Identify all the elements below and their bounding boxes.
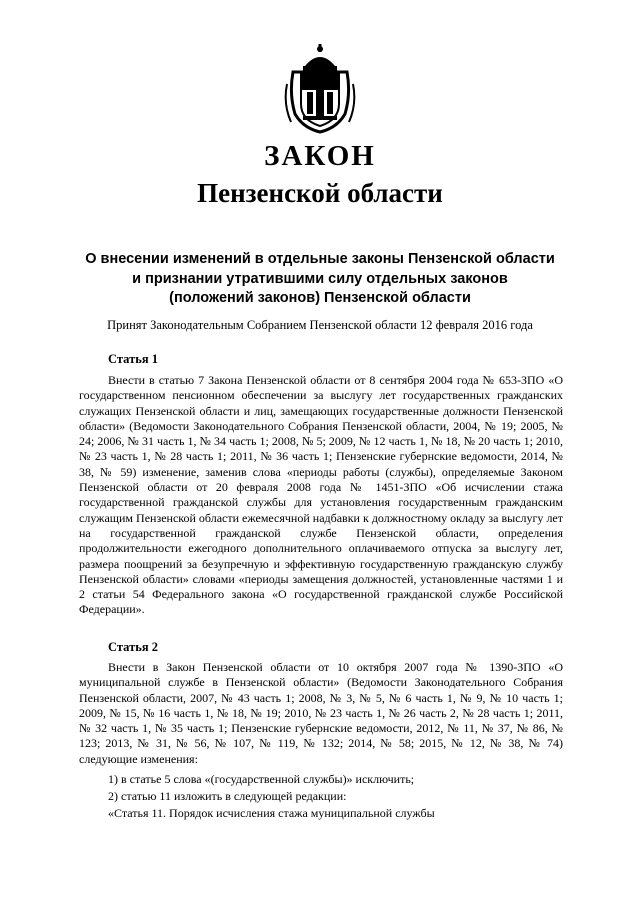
article-1-body: Внести в статью 7 Закона Пензенской области от 8 сентября 2004 года № 653-ЗПО «О государственном пенсионном обеспечении за выслугу лет государственных гражданских служащих Пензенской области и лиц, замещающих государственные должности Пензенской области» (Ведомости Законодательного Собрания Пензенской области, 2004, № 19; 2005, № 24; 2006, № 31 часть 1, № 34 часть 1; 2008, № 5; 2009, № 12 часть 1, № 18, № 20 часть 1; 2010, № 23 часть 1, № 28 часть 1; 2011, № 36 часть 1; Пензенские губернские ведомости, 2014, № 38, № 59) изменение, заменив слова «периоды работы (службы), определяемые Законом Пензенской области от 20 февраля 2008 года № 1451-ЗПО «Об исчислении стажа государственной гражданской службы для установления государственным гражданским служащим Пензенской области ежемесячной надбавки к должностному окладу за выслугу лет на государственной гражданской службе Пензенской области, определения продолжительности ежегодного дополнительного оплачиваемого отпуска за выслугу лет, размера поощрений за безупречную и эффективную государственную гражданскую службу Пензенской области» словами «периоды замещения должностей, установленные частями 1 и 2 статьи 54 Федерального закона «О государственной гражданской службе Российской Федерации». xyxy=(79,373,563,617)
article-1-title: Статья 1 xyxy=(108,352,158,366)
adoption-note: Принят Законодательным Собранием Пензенской области 12 февраля 2016 года xyxy=(107,318,533,332)
list-item: 1) в статье 5 слова «(государственной службы)» исключить; xyxy=(108,772,415,786)
article-2-title: Статья 2 xyxy=(108,640,158,654)
heading-line: О внесении изменений в отдельные законы Пензенской области xyxy=(85,251,555,267)
region-title: Пензенской области xyxy=(197,178,443,208)
article-1-text xyxy=(79,373,563,618)
document-heading xyxy=(60,250,580,309)
article-2-body: Внести в Закон Пензенской области от 10 октября 2007 года № 1390-ЗПО «О муниципальной службе в Пензенской области» (Ведомости Законодательного Собрания Пензенской области, 2007, № 43 часть 1; 2008, № 3, № 5, № 6 часть 1, № 9, № 10 часть 1; 2009, № 15, № 16 часть 1, № 18, № 19; 2010, № 23 часть 1, № 26 часть 2, № 28 часть 1; 2011, № 32 часть 1, № 35 часть 1; Пензенские губернские ведомости, 2012, № 11, № 37, № 86, № 123; 2013, № 31, № 56, № 107, № 119, № 132; 2014, № 58; 2015, № 12, № 38, № 74) следующие изменения: xyxy=(79,660,563,766)
heading-line: (положений законов) Пензенской области xyxy=(169,290,471,306)
law-title: ЗАКОН xyxy=(264,140,376,172)
coat-of-arms-icon xyxy=(283,44,357,134)
heading-line: и признании утратившими силу отдельных законов xyxy=(132,270,508,287)
list-item: 2) статью 11 изложить в следующей редакции: xyxy=(108,789,347,803)
list-item: «Статья 11. Порядок исчисления стажа муниципальной службы xyxy=(108,806,435,820)
article-2-text xyxy=(79,660,563,767)
